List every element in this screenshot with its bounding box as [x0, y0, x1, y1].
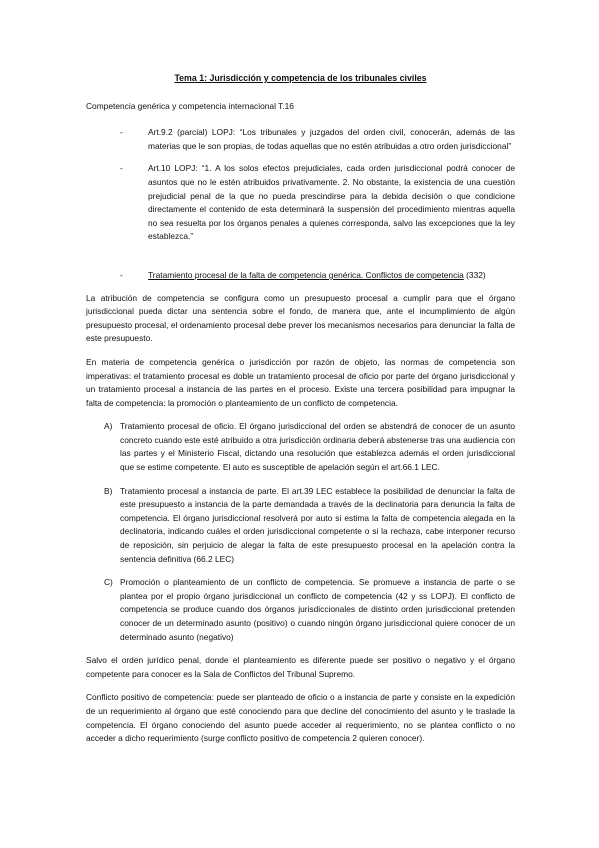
section-heading: [86, 269, 515, 283]
paragraph: En materia de competencia genérica o jurisdicción por razón de objeto, las normas de competencia son imperativas: el tratamiento procesal es doble un tratamiento procesal de oficio por parte del órgano jurisdiccional y un tratamiento procesal a instancia de las partes en el proceso. Existe una tercera posibilidad para impugnar la falta de competencia: la promoción o planteamiento de un conflicto de competencia.: [86, 356, 515, 408]
section-subtitle: Competencia genérica y competencia internacional T.16: [86, 100, 294, 111]
bullet-dash: -: [120, 269, 123, 280]
section-heading-text: Tratamiento procesal de la falta de competencia genérica. Conflictos de competencia: [148, 269, 464, 280]
list-item-text: Promoción o planteamiento de un conflicto de competencia. Se promueve a instancia de parte o se plantea por el propio órgano jurisdiccional un conflicto de competencia (42 y ss LOPJ). El conflicto de competencia se produce cuando dos órganos jurisdiccionales de distinto orden jurisdiccional pretenden conocer de un determinado asunto (positivo) o cuando ningún órgano jurisdiccional quiere conocer de un determinado asunto (negativo): [120, 577, 515, 642]
bullet-text: Art.10 LOPJ: “1. A los solos efectos prejudiciales, cada orden jurisdiccional podrá conocer de asuntos que no le estén atribuidos privativamente. 2. No obstante, la existencia de una cuestión prejudicial penal de la que no pueda prescindirse para la debida decisión o que condicione directamente el contenido de esta determinará la suspensión del procedimiento mientras aquella no sea resuelta por los órganos penales a quienes corresponda, salvo las excepciones que la ley establezca.”: [148, 163, 515, 242]
list-item-text: Tratamiento procesal a instancia de parte. El art.39 LEC establece la posibilidad de denunciar la falta de este presupuesto a instancia de la parte demandada a través de la declinatoria para denuncia la falta de competencia. El órgano jurisdiccional resolverá por auto si estima la falta de competencia alegada en la declinatoria, indicando cuáles el orden jurisdiccional competente o si la rechaza, cabe interponer recurso de reposición, sin perjuicio de alegar la falta de este presupuesto procesal en la apelación contra la sentencia definitiva (66.2 LEC): [120, 485, 515, 564]
bullet-item: [86, 126, 515, 153]
section-heading-page: (332): [463, 269, 486, 280]
list-item: [86, 420, 515, 474]
list-item-letter: A): [104, 421, 113, 432]
paragraph: Conflicto positivo de competencia: puede ser planteado de oficio o a instancia de parte y consiste en la expedición de un requerimiento al órgano que esté conociendo para que decline del conocimiento del asunto y le traslade la competencia. El órgano conociendo del asunto puede acceder al requerimiento, no se plantea conflicto o no acceder a dicho requerimiento (surge conflicto positivo de competencia 2 quieren conocer).: [86, 692, 515, 744]
list-item-letter: B): [104, 485, 113, 496]
list-item: [86, 576, 515, 644]
bullet-item: [86, 162, 515, 244]
bullet-dash: -: [120, 163, 123, 174]
bullet-text: Art.9.2 (parcial) LOPJ: “Los tribunales y juzgados del orden civil, conocerán, además de las materias que le son propias, de todas aquellas que no estén atribuidas a otro orden jurisdiccional”: [148, 127, 515, 151]
list-item: [86, 485, 515, 567]
list-item-letter: C): [104, 577, 113, 588]
page-title: Tema 1: Jurisdicción y competencia de los tribunales civiles: [174, 73, 427, 83]
list-item-text: Tratamiento procesal de oficio. El órgano jurisdiccional del orden se abstendrá de conocer de un asunto concreto cuando este esté atribuido a otra jurisdicción ordinaria deberá abstenerse tras una audiencia con las partes y el Ministerio Fiscal, dictando una resolución que establezca además el orden jurisdiccional que se estime competente. El auto es susceptible de apelación según el art.66.1 LEC.: [120, 421, 515, 473]
bullet-dash: -: [120, 127, 123, 138]
paragraph: La atribución de competencia se configura como un presupuesto procesal a cumplir para que el órgano jurisdiccional pueda dictar una sentencia sobre el fondo, de manera que, ante el incumplimiento de algún presupuesto procesal, el ordenamiento procesal debe prever los mecanismos necesarios para denunciar la falta de este presupuesto.: [86, 292, 515, 344]
paragraph: Salvo el orden jurídico penal, donde el planteamiento es diferente puede ser positivo o negativo y el órgano competente para conocer es la Sala de Conflictos del Tribunal Supremo.: [86, 655, 515, 679]
